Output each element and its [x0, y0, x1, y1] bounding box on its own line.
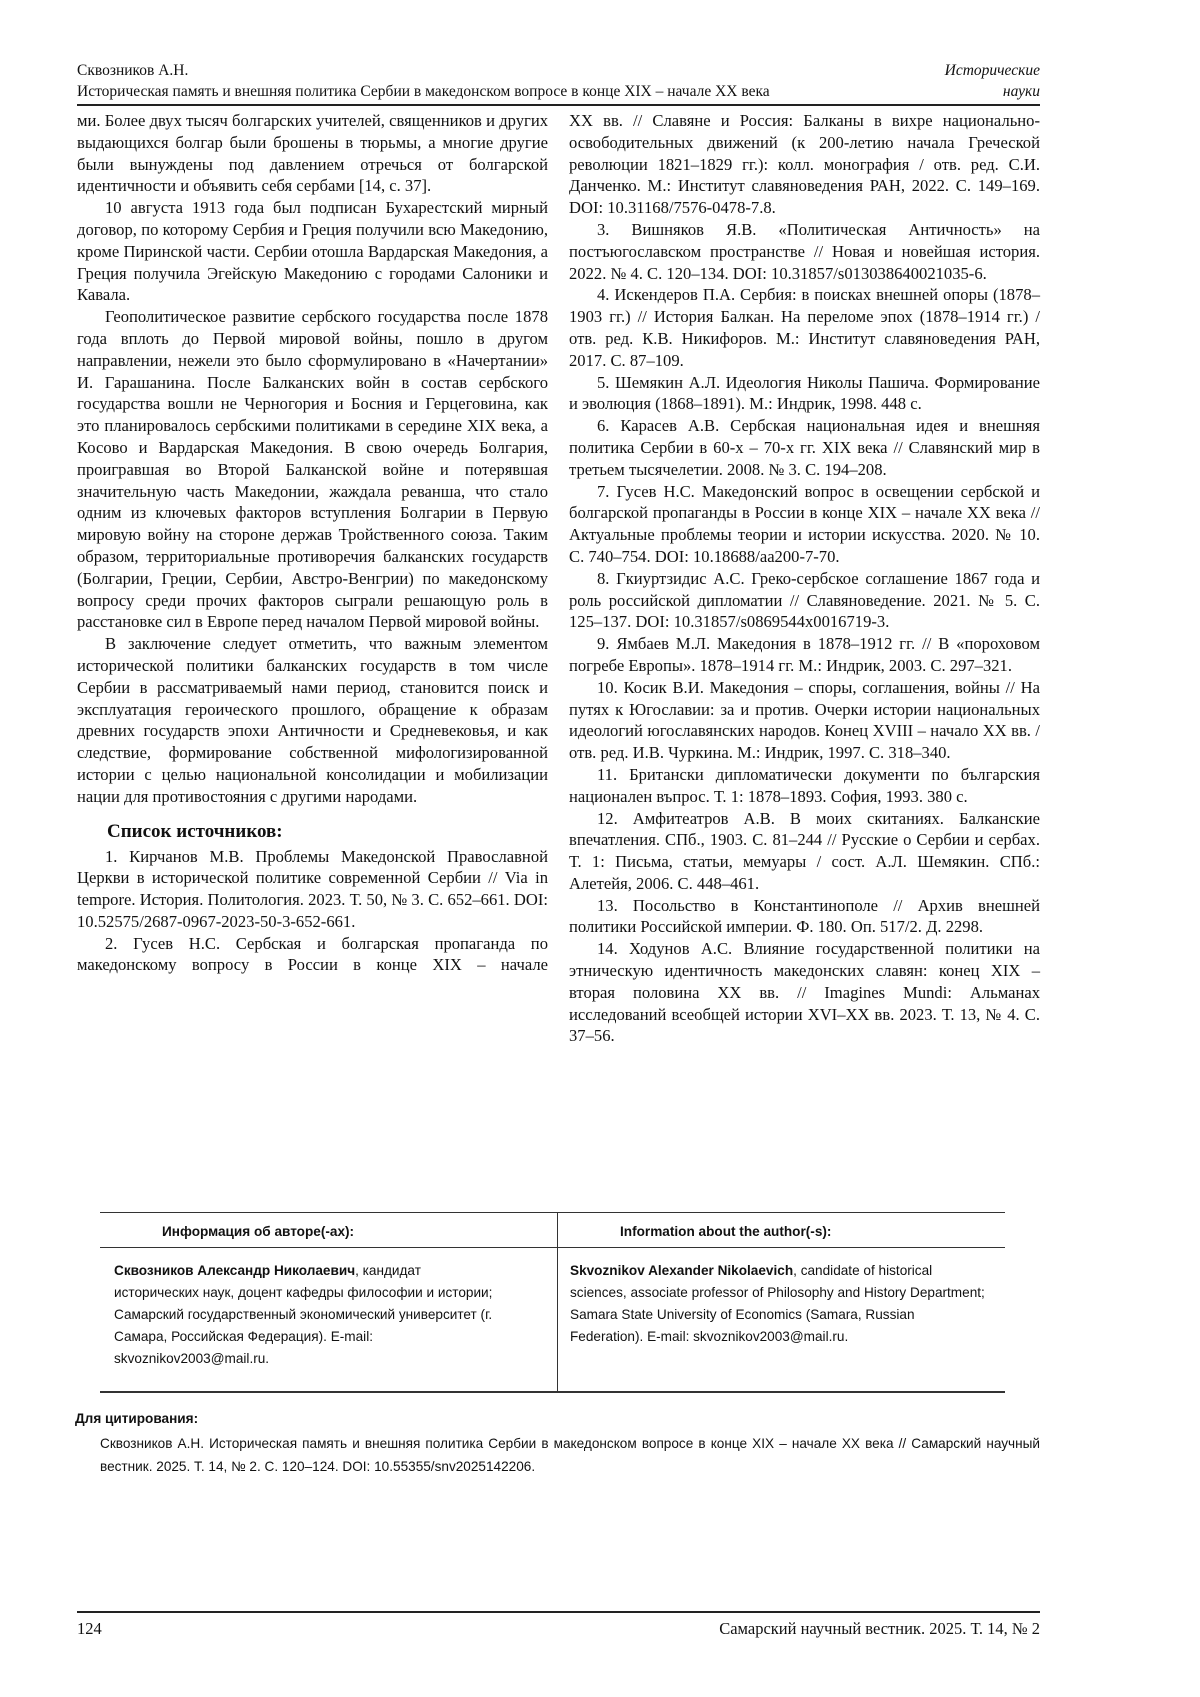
author-info-en	[570, 1260, 990, 1348]
reference-item-continued: XX вв. // Славяне и Россия: Балканы в вихре национально-освободительных движений (к 200-летию начала Греческой революции 1821–1829 гг.): колл. монография / отв. ред. С.И. Данченко. М.: Институт славяноведения РАН, 2022. С. 149–169. DOI: 10.31168/7576-0478-7.8.	[569, 110, 1040, 219]
header-section: Исторические	[945, 60, 1040, 81]
reference-item: 11. Британски дипломатически документи по българския национален въпрос. Т. 1: 1878–1893. София, 1993. 380 с.	[569, 764, 1040, 808]
author-name-en: Skvoznikov Alexander Nikolaevich	[570, 1263, 793, 1278]
reference-item: 4. Искендеров П.А. Сербия: в поисках внешней опоры (1878–1903 гг.) // История Балкан. На переломе эпох (1878–1914 гг.) / отв. ред. К.В. Никифоров. М.: Институт славяноведения РАН, 2017. С. 87–109.	[569, 284, 1040, 371]
reference-item: 5. Шемякин А.Л. Идеология Николы Пашича. Формирование и эволюция (1868–1891). М.: Индрик, 1998. 448 с.	[569, 372, 1040, 416]
author-info-en-heading: Information about the author(-s):	[620, 1221, 831, 1243]
citation-heading: Для цитирования:	[75, 1411, 198, 1426]
citation-text: Сквозников А.Н. Историческая память и внешняя политика Сербии в македонском вопросе в конце XIX – начале XX века // Самарский научный вестник. 2025. Т. 14, № 2. С. 120–124. DOI: 10.55355/snv2025142206.	[100, 1432, 1040, 1478]
references-heading: Список источников:	[107, 820, 548, 844]
reference-item: 2. Гусев Н.С. Сербская и болгарская пропаганда по македонскому вопросу в России в конце XIX – начале	[77, 933, 548, 977]
page-footer	[77, 1611, 1040, 1639]
author-info-ru	[114, 1260, 494, 1370]
journal-name: Самарский научный вестник. 2025. Т. 14, № 2	[719, 1619, 1040, 1639]
reference-item: 7. Гусев Н.С. Македонский вопрос в освещении сербской и болгарской пропаганды в России в конце XIX – начале XX века // Актуальные проблемы теории и истории искусства. 2020. № 10. С. 740–754. DOI: 10.18688/aa200-7-70.	[569, 481, 1040, 568]
header-section-2: науки	[945, 81, 1040, 102]
body-paragraph: 10 августа 1913 года был подписан Бухарестский мирный договор, по которому Сербия и Греция получили всю Македонию, кроме Пиринской части. Сербии отошла Вардарская Македония, а Греция получила Эгейскую Македонию с городами Салоники и Кавала.	[77, 197, 548, 306]
reference-item: 13. Посольство в Константинополе // Архив внешней политики Российской империи. Ф. 180. Оп. 517/2. Д. 2298.	[569, 895, 1040, 939]
page-number: 124	[77, 1619, 102, 1638]
reference-item: 3. Вишняков Я.В. «Политическая Античность» на постъюгославском пространстве // Новая и новейшая история. 2022. № 4. С. 120–134. DOI: 10.31857/s013038640021035-6.	[569, 219, 1040, 284]
author-details-en: , candidate of historical sciences, associate professor of Philosophy and History Department; Samara State University of Economics (Samara, Russian Federation). E-mail: skvoznikov2003@mail.ru.	[570, 1263, 985, 1344]
reference-item: 12. Амфитеатров А.В. В моих скитаниях. Балканские впечатления. СПб., 1903. С. 81–244 // Русские о Сербии и сербах. Т. 1: Письма, статьи, мемуары / сост. А.Л. Шемякин. СПб.: Алетейя, 2006. С. 448–461.	[569, 808, 1040, 895]
column-divider	[557, 1213, 558, 1391]
reference-item: 9. Ямбаев М.Л. Македония в 1878–1912 гг. // В «пороховом погребе Европы». 1878–1914 гг. М.: Индрик, 2003. С. 297–321.	[569, 633, 1040, 677]
left-column	[77, 110, 548, 976]
header-title: Историческая память и внешняя политика Сербии в македонском вопросе в конце XIX – начале XX века	[77, 81, 770, 102]
reference-item: 6. Карасев А.В. Сербская национальная идея и внешняя политика Сербии в 60-х – 70-х гг. XIX века // Славянский мир в третьем тысячелетии. 2008. № 3. С. 194–208.	[569, 415, 1040, 480]
reference-item: 1. Кирчанов М.В. Проблемы Македонской Православной Церкви в исторической политике современной Сербии // Via in tempore. История. Политология. 2023. Т. 50, № 3. С. 652–661. DOI: 10.52575/2687-0967-2023-50-3-652-661.	[77, 846, 548, 933]
body-paragraph: ми. Более двух тысяч болгарских учителей, священников и других выдающихся болгар были брошены в тюрьмы, а многие другие были вынуждены под давлением отречься от болгарской идентичности и объявить себя сербами [14, с. 37].	[77, 110, 548, 197]
running-header	[77, 60, 1040, 106]
body-paragraph: В заключение следует отметить, что важным элементом исторической политики балканских государств в том числе Сербии в рассматриваемый нами период, становится поиск и эксплуатация героического прошлого, обращение к образам древних государств эпохи Античности и Средневековья, и как следствие, формирование собственной мифологизированной истории с целью национальной консолидации и мобилизации нации для противостояния с другими народами.	[77, 633, 548, 807]
right-column	[569, 110, 1040, 1047]
reference-item: 8. Гкиуртзидис А.С. Греко-сербское соглашение 1867 года и роль российской дипломатии // Славяноведение. 2021. № 5. С. 125–137. DOI: 10.31857/s0869544x0016719-3.	[569, 568, 1040, 633]
reference-item: 10. Косик В.И. Македония – споры, соглашения, войны // На путях к Югославии: за и против. Очерки истории национальных идеологий югославянских народов. Конец XVIII – начало XX вв. / отв. ред. И.В. Чуркина. М.: Индрик, 1997. С. 318–340.	[569, 677, 1040, 764]
body-paragraph: Геополитическое развитие сербского государства после 1878 года вплоть до Первой мировой войны, пошло в другом направлении, нежели это было сформулировано в «Начертании» И. Гарашанина. После Балканских войн в состав сербского государства вошли не Черногория и Босния и Герцеговина, как это планировалось сербскими политиками в середине XIX века, а Косово и Вардарская Македония. В свою очередь Болгария, проигравшая во Второй Балканской войне и потерявшая значительную часть Македонии, жаждала реванша, что стало одним из ключевых факторов вступления Болгарии в Первую мировую войну на стороне держав Тройственного союза. Таким образом, территориальные противоречия балканских государств (Болгарии, Греции, Сербии, Австро-Венгрии) по македонскому вопросу среди прочих факторов сыграли решающую роль в расстановке сил в Европе перед началом Первой мировой войны.	[77, 306, 548, 633]
reference-item: 14. Ходунов А.С. Влияние государственной политики на этническую идентичность македонских славян: конец XIX – вторая половина XX вв. // Imagines Mundi: Альманах исследований всеобщей истории XVI–XX вв. 2023. Т. 13, № 4. С. 37–56.	[569, 938, 1040, 1047]
author-name-ru: Сквозников Александр Николаевич	[114, 1263, 355, 1278]
author-info-ru-heading: Информация об авторе(-ах):	[162, 1221, 354, 1243]
author-info-table	[100, 1212, 1005, 1393]
author-details-ru: , кандидат исторических наук, доцент кафедры философии и истории; Самарский государственный экономический университет (г. Самара, Российская Федерация). E-mail: skvoznikov2003@mail.ru.	[114, 1263, 492, 1366]
header-author: Сквозников А.Н.	[77, 60, 770, 81]
header-divider	[100, 1247, 1005, 1248]
